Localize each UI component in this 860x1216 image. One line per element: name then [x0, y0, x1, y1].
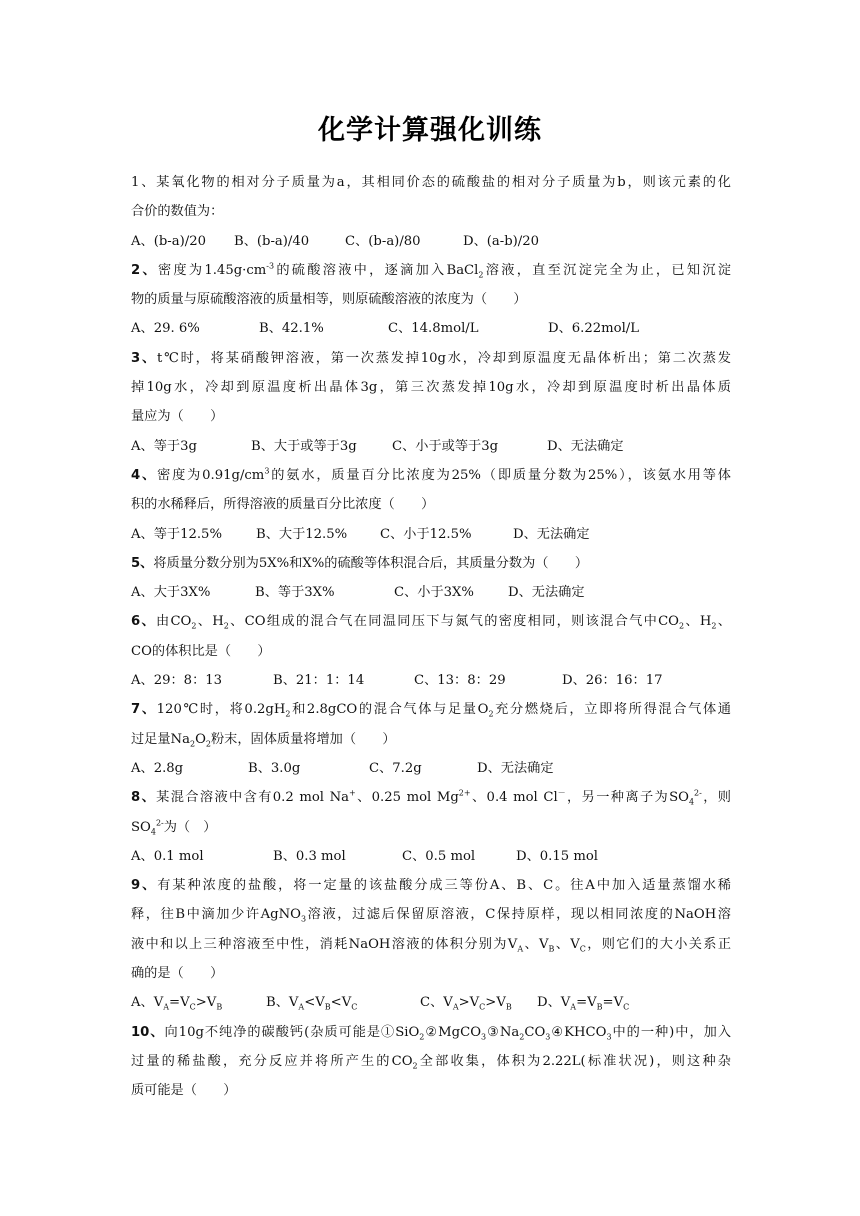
subscript: B	[505, 1002, 512, 1012]
q3-line-1: 3、t℃时，将某硝酸钾溶液，第一次蒸发掉10g水，冷却到原温度无晶体析出；第二次蒸发	[131, 350, 731, 366]
q6-line-1: 6、由$CO_2$、$H_2$、CO组成的混合气在同温同压下与氮气的密度相同，则该混合气中$CO_2$、$H_2$、	[131, 614, 731, 632]
q9-number: 9、	[131, 878, 158, 894]
q2-options	[131, 314, 731, 343]
q1-option-c: C、(b-a)/80	[345, 233, 421, 249]
q4-option-d: D、无法确定	[513, 526, 590, 542]
q2-line-2: 物的质量与原硫酸溶液的质量相等，则原硫酸溶液的浓度为（ ）	[131, 292, 527, 308]
q3-line-2: 掉10g水，冷却到原温度析出晶体3g，第三次蒸发掉10g水，冷却到原温度时析出晶体质	[131, 380, 731, 396]
q1-option-d: D、(a-b)/20	[463, 233, 540, 249]
q8-option-b: B、0.3 mol	[273, 848, 346, 864]
subscript: C	[623, 1002, 630, 1012]
subscript: B	[596, 1002, 603, 1012]
q6-option-a: A、29：8：13	[131, 673, 223, 689]
q5-option-c: C、小于3X%	[394, 585, 474, 601]
q6-option-d: D、26：16：17	[562, 673, 663, 689]
q8-line-2: $SO_4^{2-}$为（ ）	[131, 818, 217, 837]
q2-option-a: A、29. 6%	[131, 321, 200, 337]
q2-option-c: C、14.8mol/L	[388, 321, 479, 337]
q4-option-a: A、等于12.5%	[131, 526, 222, 542]
q1-options	[131, 227, 731, 256]
q9-line-3: 液中和以上三种溶液至中性，消耗NaOH溶液的体积分别为$V_A$、$V_B$、$V_C$，则它们的大小关系正	[131, 936, 732, 954]
q5-option-a: A、大于3X%	[131, 585, 211, 601]
q3-option-d: D、无法确定	[547, 438, 624, 454]
q9-line-2: 释，往B中滴加少许AgNO$_3$溶液，过滤后保留原溶液，C保持原样，现以相同浓度的NaOH溶	[131, 907, 731, 925]
q9-option-d: D、$V_A=V_B=V_C$	[537, 995, 630, 1012]
q6-line-2: CO的体积比是（ ）	[131, 643, 271, 659]
q9-line-1: 9、有某种浓度的盐酸，将一定量的该盐酸分成三等份A、B、C。往A中加入适量蒸馏水稀	[131, 878, 731, 894]
q5-option-d: D、无法确定	[508, 585, 585, 601]
q10-line-2: 过量的稀盐酸，充分反应并将所产生的$CO_2$全部收集，体积为2.22L(标准状况)，则这种杂	[131, 1053, 731, 1071]
q9-option-b: B、$V_A<V_B<V_C$	[266, 995, 358, 1012]
q6-number: 6、	[131, 614, 156, 630]
q7-number: 7、	[131, 702, 157, 718]
q6-option-c: C、13：8：29	[414, 673, 506, 689]
question-list	[131, 168, 731, 1106]
q3-number: 3、	[131, 350, 157, 366]
q4-line-2: 积的水稀释后，所得溶液的质量百分比浓度（ ）	[131, 497, 435, 513]
q10-line-1: 10、向10g不纯净的碳酸钙(杂质可能是$①SiO_2②MgCO_3③Na_2CO_3④KHCO_3$中的一种)中，加入	[131, 1024, 732, 1042]
q8-option-d: D、0.15 mol	[516, 848, 598, 864]
subscript: A	[452, 1002, 459, 1012]
q1-number: 1、	[131, 175, 157, 190]
q10-number: 10、	[131, 1024, 165, 1040]
q1-line-1: 1、某氧化物的相对分子质量为a，其相同价态的硫酸盐的相对分子质量为b，则该元素的化	[131, 175, 731, 190]
q4-number: 4、	[131, 467, 158, 483]
subscript: C	[479, 1002, 486, 1012]
q2-line-1: 2、密度为$1.45g\cdot cm^{-3}$的硫酸溶液中，逐滴加入BaCl$_2$溶液，直至沉淀完全为止，已知沉淀	[131, 261, 731, 280]
q9-line-4: 确的是（ ）	[131, 966, 224, 982]
q3-line-3: 量应为（ ）	[131, 409, 224, 425]
q7-options	[131, 754, 731, 783]
subscript: A	[298, 1002, 305, 1012]
q4-option-b: B、大于12.5%	[256, 526, 348, 542]
q8-number: 8、	[131, 790, 157, 806]
q8-option-c: C、0.5 mol	[402, 848, 476, 864]
q5-number: 5、	[131, 555, 154, 571]
q8-option-a: A、0.1 mol	[131, 848, 204, 864]
q7-line-2: 过足量$Na_2O_2$粉末，固体质量将增加（ ）	[131, 731, 396, 749]
q7-option-c: C、7.2g	[369, 760, 422, 776]
q9-options	[131, 988, 731, 1017]
q3-option-a: A、等于3g	[131, 438, 197, 454]
subscript: A	[163, 1002, 170, 1012]
document-title: 化学计算强化训练	[318, 115, 542, 146]
subscript: B	[216, 1002, 223, 1012]
q4-line-1: 4、密度为$0.91g/cm^3$的氨水，质量百分比浓度为25%（即质量分数为25%），该氨水用等体	[131, 466, 731, 483]
subscript: A	[570, 1002, 577, 1012]
q7-line-1: 7、120℃时，将$0.2gH_2$和2.8gCO的混合气体与足量$O_2$充分燃烧后，立即将所得混合气体通	[131, 702, 731, 719]
q7-option-b: B、3.0g	[248, 760, 301, 776]
subscript: C	[351, 1002, 358, 1012]
subscript: B	[324, 1002, 331, 1012]
q2-number: 2、	[131, 262, 158, 278]
q2-option-d: D、6.22mol/L	[548, 321, 639, 337]
q1-option-a: A、(b-a)/20	[131, 233, 206, 249]
q1-option-b: B、(b-a)/40	[234, 233, 310, 249]
subscript: C	[189, 1002, 196, 1012]
q6-option-b: B、21：1：14	[273, 673, 365, 689]
q7-option-d: D、无法确定	[477, 760, 554, 776]
q10-line-3: 质可能是（ ）	[131, 1083, 237, 1099]
q4-options	[131, 520, 731, 549]
q2-option-b: B、42.1%	[259, 321, 324, 337]
q5-option-b: B、等于3X%	[255, 585, 335, 601]
q5-line-1: 5、将质量分数分别为5X%和X%的硫酸等体积混合后，其质量分数为（ ）	[131, 555, 589, 571]
q6-options	[131, 666, 731, 695]
q3-option-c: C、小于或等于3g	[392, 438, 499, 454]
q7-option-a: A、2.8g	[131, 760, 184, 776]
q9-option-a: A、$V_A=V_C>V_B$	[131, 995, 223, 1012]
q8-line-1: 8、某混合溶液中含有0.2 mol Na+、0.25 mol $Mg^{2+}$、0.4 mol Cl－，另一种离子为$SO_4^{2-}$，则	[131, 788, 731, 807]
q1-line-2: 合价的数值为：	[131, 204, 224, 220]
q5-options	[131, 578, 731, 607]
q8-options	[131, 842, 731, 871]
q4-option-c: C、小于12.5%	[380, 526, 472, 542]
q3-options	[131, 432, 731, 461]
q3-option-b: B、大于或等于3g	[251, 438, 357, 454]
q9-option-c: C、$V_A>V_C>V_B$	[420, 995, 512, 1012]
